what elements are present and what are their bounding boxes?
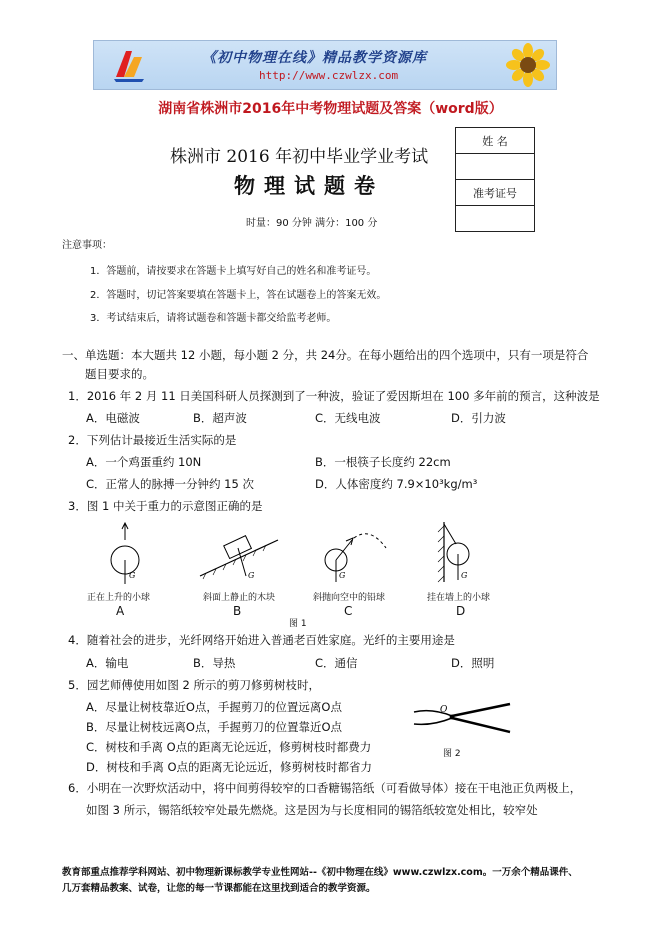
q2-option-c[interactable]: C．正常人的脉搏一分钟约 15 次: [86, 477, 254, 491]
paper-name: 物理试题卷: [234, 173, 384, 198]
figure1-b-caption: 斜面上静止的木块: [203, 593, 276, 603]
q1-option-c[interactable]: C．无线电波: [315, 411, 381, 425]
document-title: 湖南省株洲市2016年中考物理试题及答案（word版）: [158, 101, 503, 117]
svg-text:G: G: [129, 571, 136, 580]
pivot-label: O: [440, 705, 448, 715]
figure1-a-letter: A: [116, 604, 125, 618]
figure1-d-caption: 挂在墙上的小球: [427, 593, 491, 603]
q2-stem: 2．下列估计最接近生活实际的是: [68, 433, 237, 447]
footer-line2: 几万套精品教案、试卷，让您的每一节课都能在这里找到适合的教学资源。: [62, 883, 376, 894]
exam-name: 株洲市 2016 年初中毕业学业考试: [170, 147, 429, 167]
q4-option-b[interactable]: B．导热: [193, 656, 236, 670]
q2-option-a[interactable]: A．一个鸡蛋重约 10N: [86, 455, 202, 469]
site-logo-icon: [112, 47, 146, 83]
q5-option-a[interactable]: A．尽量让树枝靠近O点，手握剪刀的位置远离O点: [86, 700, 342, 714]
banner-url[interactable]: http://www.czwlzx.com: [259, 69, 399, 82]
figure2-shears-diagram: [412, 700, 516, 744]
q5-option-c[interactable]: C．树枝和手离 O点的距离无论远近，修剪树枝时都费力: [86, 740, 372, 754]
svg-text:G: G: [339, 571, 346, 580]
q1-stem: 1．2016 年 2 月 11 日美国科研人员探测到了一种波，验证了爱因斯坦在 100 多年前的预言，这种波是: [68, 389, 600, 403]
name-label: 姓 名: [456, 128, 535, 154]
figure1-label: 图 1: [289, 619, 307, 629]
q6-line1: 6．小明在一次野炊活动中，将中间剪得较窄的口香糖锡箔纸（可看做导体）接在干电池正负两极上，: [68, 781, 582, 795]
q5-stem: 5．园艺师傅使用如图 2 所示的剪刀修剪树枝时，: [68, 678, 320, 692]
figure1-c-diagram: [316, 526, 392, 584]
svg-text:G: G: [461, 571, 468, 580]
q4-stem: 4．随着社会的进步，光纤网络开始进入普通老百姓家庭。光纤的主要用途是: [68, 633, 455, 647]
figure1-c-caption: 斜抛向空中的铅球: [313, 593, 386, 603]
exam-id-label: 准考证号: [456, 180, 535, 206]
footer-line1: 教育部重点推荐学科网站、初中物理新课标教学专业性网站--《初中物理在线》www.czwlzx.com。一万余个精品课件、: [62, 867, 578, 878]
svg-text:G: G: [248, 571, 255, 580]
q2-option-d[interactable]: D．人体密度约 7.9×10³kg/m³: [315, 477, 478, 491]
q3-stem: 3．图 1 中关于重力的示意图正确的是: [68, 499, 263, 513]
q6-line2: 如图 3 所示，锡箔纸较窄处最先燃烧。这是因为与长度相同的锡箔纸较宽处相比，较窄处: [86, 803, 538, 817]
figure1-d-diagram: [432, 520, 482, 584]
section1-line2: 题目要求的。: [85, 367, 154, 381]
notice-item-2: 2．答题时，切记答案要填在答题卡上，答在试题卷上的答案无效。: [90, 290, 387, 301]
q1-option-d[interactable]: D．引力波: [451, 411, 506, 425]
q1-option-b[interactable]: B．超声波: [193, 411, 247, 425]
q2-option-b[interactable]: B．一根筷子长度约 22cm: [315, 455, 451, 469]
header-banner: [93, 40, 557, 90]
q4-option-a[interactable]: A．输电: [86, 656, 129, 670]
figure1-d-letter: D: [456, 604, 466, 618]
figure1-c-letter: C: [344, 604, 353, 618]
banner-title: 《初中物理在线》精品教学资源库: [202, 50, 427, 66]
notice-heading: 注意事项：: [62, 240, 112, 251]
name-field[interactable]: [456, 154, 535, 180]
sunflower-icon: [504, 43, 552, 87]
q5-option-d[interactable]: D．树枝和手离 O点的距离无论远近，修剪树枝时都省力: [86, 760, 373, 774]
notice-item-3: 3．考试结束后，请将试题卷和答题卡都交给监考老师。: [90, 313, 337, 324]
figure1-b-diagram: [196, 526, 282, 582]
student-id-table: [455, 127, 535, 232]
figure1-b-letter: B: [233, 604, 242, 618]
q1-option-a[interactable]: A．电磁波: [86, 411, 140, 425]
figure1-a-caption: 正在上升的小球: [87, 593, 151, 603]
q4-option-c[interactable]: C．通信: [315, 656, 358, 670]
exam-id-field[interactable]: [456, 206, 535, 232]
figure1-a-diagram: [100, 522, 150, 584]
notice-item-1: 1．答题前，请按要求在答题卡上填写好自己的姓名和准考证号。: [90, 266, 377, 277]
figure2-label: 图 2: [443, 749, 461, 759]
q4-option-d[interactable]: D．照明: [451, 656, 495, 670]
section1-line1: 一、单选题：本大题共 12 小题，每小题 2 分，共 24分。在每小题给出的四个选项中，只有一项是符合: [62, 348, 589, 362]
q5-option-b[interactable]: B．尽量让树枝远离O点，手握剪刀的位置靠近O点: [86, 720, 342, 734]
time-info: 时量：90 分钟 满分：100 分: [246, 218, 378, 229]
